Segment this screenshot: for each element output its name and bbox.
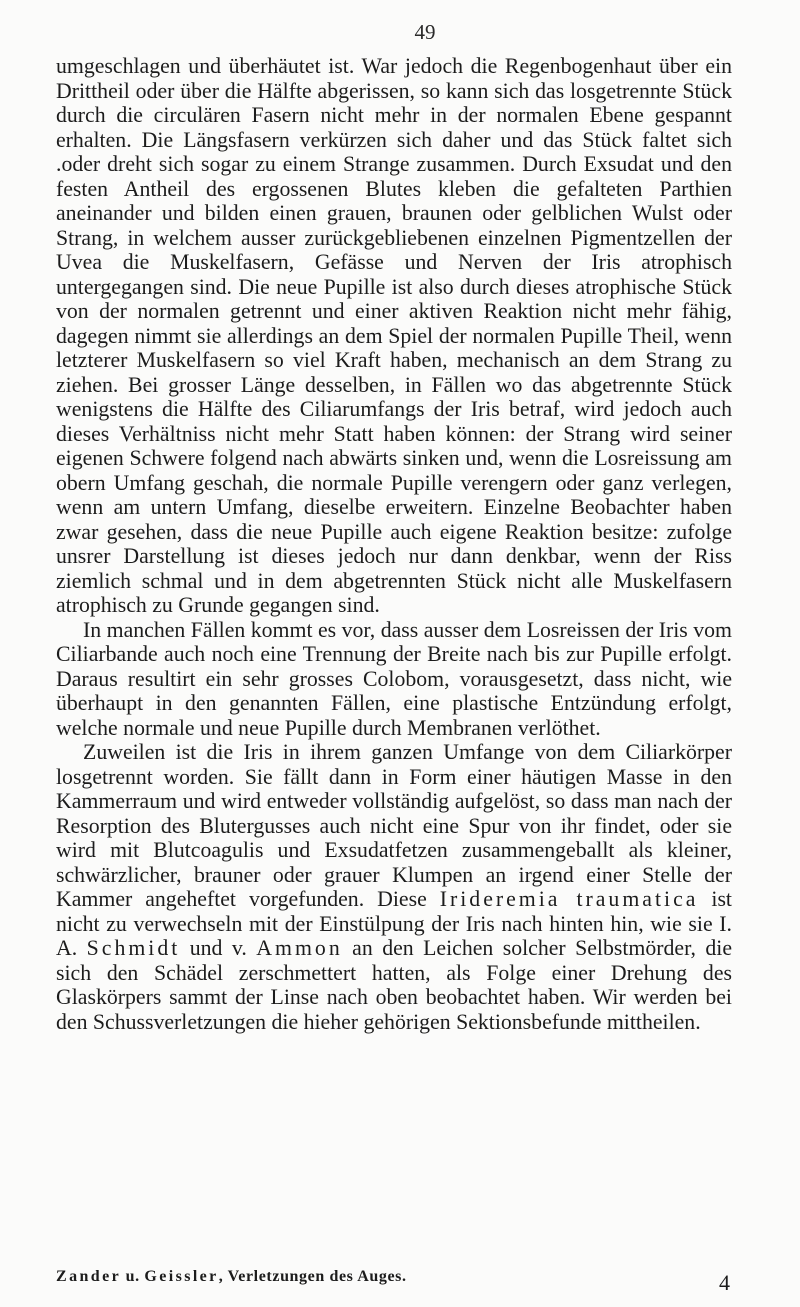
footer-author-1: Zander xyxy=(56,1268,122,1285)
text-run: an den Leichen solcher Selbstmörder, die sich den Schädel zerschmettert hatten, als Folge einer Drehung des Glaskörpers sammt der Linse nach oben beobachtet haben. Wir werden bei den Schussverletzungen die hieher gehörigen Sektionsbefunde mittheilen. xyxy=(56,936,733,1034)
paragraph xyxy=(56,740,732,1034)
paragraph xyxy=(56,54,732,618)
text-run: In manchen Fällen kommt es vor, dass ausser dem Losreissen der Iris vom Ciliarbande auch noch eine Trennung der Breite nach bis zur Pupille erfolgt. Daraus resultirt ein sehr grosses Colobom, vorausgesetzt, dass nicht, wie überhaupt in den genannten Fällen, eine plastische Entzündung erfolgt, welche normale und neue Pupille durch Membranen verlöthet. xyxy=(56,617,732,740)
text-run: Zuweilen ist die Iris in ihrem ganzen Umfange von dem Ciliarkörper losgetrennt worden. Sie fällt dann in Form einer häutigen Masse in den Kammerraum und wird entweder vollständig aufgelöst, so dass man nach der Resorption des Blutergusses auch nicht eine Spur von ihr findet, oder sie wird mit Blutcoagulis und Exsudatfetzen zusammengeballt als kleiner, schwärzlicher, brauner oder grauer Klumpen an irgend einer Stelle der Kammer angeheftet vorgefunden. Diese xyxy=(56,740,732,911)
page-number: 49 xyxy=(414,20,436,44)
spaced-term: Schmidt xyxy=(86,936,181,960)
text-run: ist nicht zu verwechseln mit der Einstülpung der Iris nach hinten hin, wie sie I. A. xyxy=(56,887,732,960)
paragraph xyxy=(56,618,732,741)
footer-connector: u. xyxy=(121,1268,145,1285)
text-run: umgeschlagen und überhäutet ist. War jedoch die Regenbogenhaut über ein Drittheil oder über die Hälfte abgerissen, so kann sich das losgetrennte Stück durch die circulären Fasern nicht mehr in der normalen Ebene gespannt erhalten. Die Längsfasern verkürzen sich daher und das Stück faltet sich .oder dreht sich sogar zu einem Strange zusammen. Durch Exsudat und den festen Antheil des ergossenen Blutes kleben die gefalteten Parthien aneinander und bilden einen grauen, braunen oder gelblichen Wulst oder Strang, in welchem ausser zurückgebliebenen einzelnen Pigmentzellen der Uvea die Muskelfasern, Gefässe und Nerven der Iris atrophisch untergegangen sind. Die neue Pupille ist also durch dieses atrophische Stück von der normalen getrennt und einer aktiven Reaktion nicht mehr fähig, dagegen nimmt sie allerdings an dem Spiel der normalen Pupille Theil, wenn letzterer Muskelfasern so viel Kraft haben, mechanisch an dem Strang zu ziehen. Bei grosser Länge desselben, in Fällen wo das abgetrennte Stück wenigstens die Hälfte des Ciliarumfangs der Iris betraf, wird jedoch auch dieses Verhältniss nicht mehr Statt haben können: der Strang wird seiner eigenen Schwere folgend nach abwärts sinken und, wenn die Losreissung am obern Umfang geschah, die normale Pupille verengern oder ganz verlegen, wenn am untern Umfang, dieselbe erweitern. Einzelne Beobachter haben zwar gesehen, dass die neue Pupille auch eigene Reaktion besitze: zufolge unsrer Darstellung ist dieses jedoch nur dann denkbar, wenn der Riss ziemlich schmal und in dem abgetrennten Stück nicht alle Muskelfasern atrophisch zu Grunde gegangen sind. xyxy=(56,54,732,617)
spaced-term: Irideremia traumatica xyxy=(439,887,699,911)
signature-mark: 4 xyxy=(719,1270,730,1295)
page-footer xyxy=(56,1268,732,1294)
footer-book-title: , Verletzungen des Auges. xyxy=(218,1268,407,1285)
spaced-term: Ammon xyxy=(256,936,343,960)
text-run: und v. xyxy=(180,936,257,960)
footer-authors xyxy=(56,1268,407,1286)
footer-author-2: Geissler xyxy=(144,1268,219,1285)
body-text xyxy=(56,54,732,1034)
